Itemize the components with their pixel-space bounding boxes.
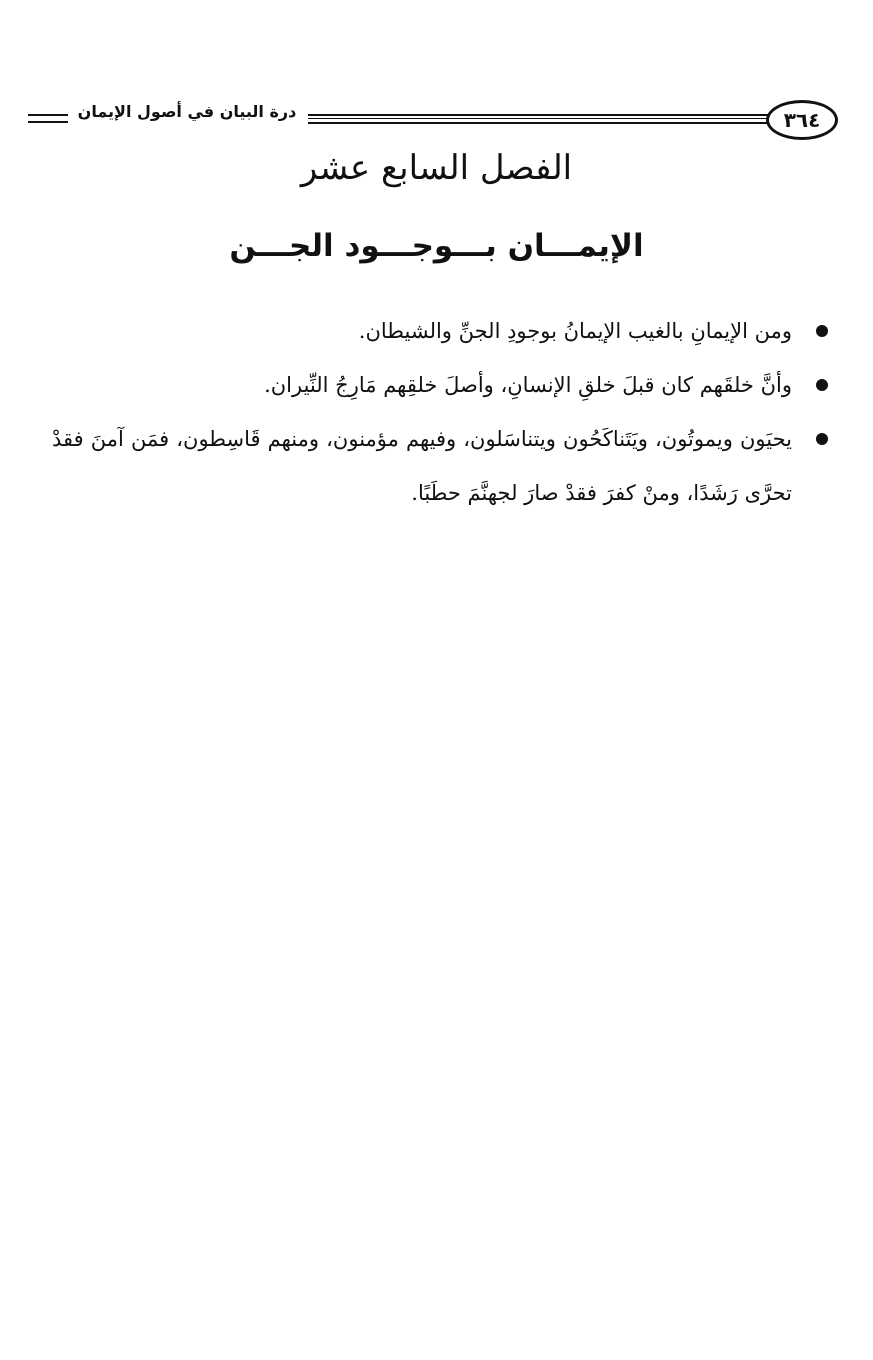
running-title: درة البيان في أصول الإيمان [77, 102, 297, 121]
page-number: ٣٦٤ [783, 108, 821, 132]
header-rule-short [28, 114, 68, 123]
bullet-icon [816, 433, 828, 445]
chapter-title: الفصل السابع عشر [300, 148, 573, 188]
list-item-text: وأنَّ خلقَهم كان قبلَ خلقِ الإنسانِ، وأصلَ خلقِهم مَارِجُ النِّيران. [264, 373, 792, 397]
section-title: الإيمـــان بـــوجـــود الجـــن [229, 228, 644, 264]
list-item [52, 304, 832, 358]
page-number-badge [766, 100, 838, 140]
list-item [52, 358, 832, 412]
list-item-text: ومن الإيمانِ بالغيب الإيمانُ بوجودِ الجنِّ والشيطان. [358, 319, 792, 343]
list-item-text: يحيَون ويموتُون، ويَتَناكَحُون ويتناسَلون، وفيهم مؤمنون، ومنهم قَاسِطون، فمَن آمنَ فقدْ تحرَّى رَشَدًا، ومنْ كفرَ فقدْ صارَ لجهنَّمَ حطَبًا. [52, 427, 792, 505]
list-item [52, 412, 832, 520]
bullet-icon [816, 379, 828, 391]
running-header [28, 100, 838, 144]
bullet-icon [816, 325, 828, 337]
header-rule [308, 114, 768, 124]
bullet-list [52, 304, 832, 520]
